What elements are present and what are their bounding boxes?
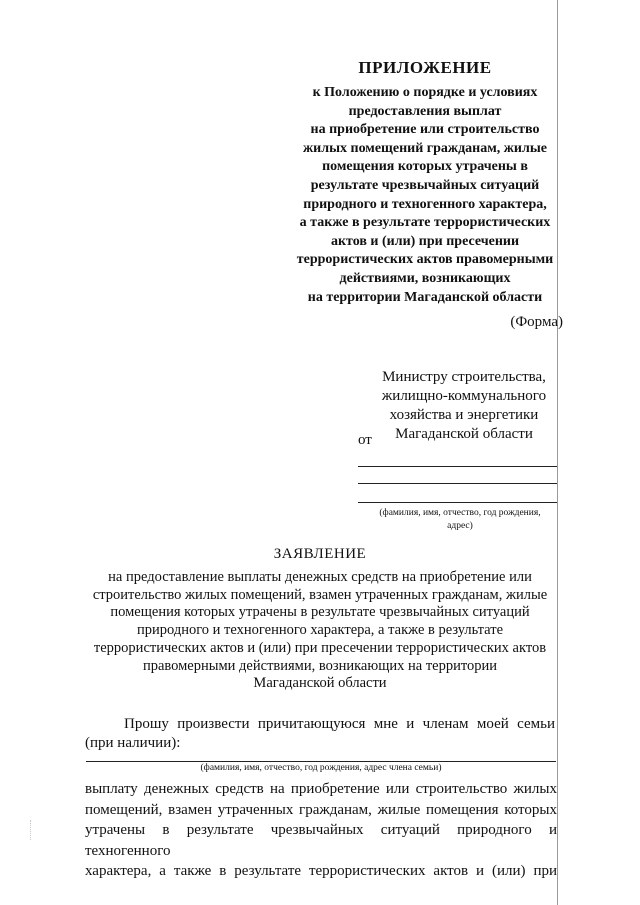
appendix-line: к Положению о порядке и условиях	[312, 85, 538, 100]
sender-fill-line[interactable]	[358, 502, 557, 503]
family-member-fill-line[interactable]	[86, 761, 556, 762]
appendix-line: а также в результате террористических	[299, 215, 551, 231]
form-label: (Форма)	[510, 314, 563, 330]
margin-mark	[30, 820, 32, 840]
statement-line: правомерными действиями, возникающих на территории	[142, 657, 498, 674]
request-paragraph	[85, 715, 555, 753]
payment-paragraph	[85, 779, 557, 882]
payment-line: утрачены в результате чрезвычайных ситуаций природного и техногенного	[85, 822, 557, 859]
appendix-line: действиями, возникающих	[339, 270, 511, 286]
appendix-line: жилых помещений гражданам, жилые	[303, 140, 547, 156]
addressee-line: хозяйства и энергетики	[389, 407, 539, 423]
appendix-line: актов и (или) при пресечении	[330, 233, 520, 249]
statement-title: ЗАЯВЛЕНИЕ	[273, 546, 367, 562]
statement-line: Магаданской области	[253, 675, 387, 692]
appendix-line: предоставления выплат	[348, 103, 502, 119]
family-member-caption: (фамилия, имя, отчество, год рождения, адрес члена семьи)	[200, 763, 442, 773]
appendix-line: помещения которых утрачены в	[322, 159, 528, 175]
request-line: Прошу произвести причитающуюся мне и членам моей семьи	[124, 716, 555, 732]
appendix-line: на приобретение или строительство	[310, 122, 540, 138]
sender-fill-line[interactable]	[358, 483, 557, 484]
sender-caption-line: адрес)	[447, 521, 473, 531]
payment-line: помещений, взамен утраченных гражданам, жилые помещения которых	[85, 801, 557, 818]
appendix-reference	[282, 84, 568, 307]
addressee-line: Министру строительства,	[382, 369, 546, 385]
appendix-line: результате чрезвычайных ситуаций	[310, 177, 540, 193]
statement-line: террористических актов и (или) при пресечении террористических актов	[93, 639, 547, 656]
appendix-title: ПРИЛОЖЕНИЕ	[358, 58, 492, 77]
statement-line: природного и техногенного характера, а также в результате	[136, 622, 504, 639]
sender-caption	[360, 507, 560, 533]
addressee-block	[364, 368, 564, 444]
statement-line: строительство жилых помещений, взамен утраченных гражданам, жилые	[92, 586, 548, 603]
from-label: от	[358, 432, 372, 448]
statement-line: на предоставление выплаты денежных средств на приобретение или	[108, 569, 532, 585]
appendix-line: террористических актов правомерными	[296, 252, 554, 268]
appendix-line: на территории Магаданской области	[307, 289, 543, 305]
statement-line: помещения которых утрачены в результате чрезвычайных ситуаций	[110, 604, 530, 621]
addressee-line: Магаданской области	[395, 426, 533, 442]
appendix-line: природного и техногенного характера,	[303, 196, 547, 212]
request-line: (при наличии):	[85, 735, 181, 751]
statement-subject	[80, 569, 560, 693]
sender-fill-line[interactable]	[358, 466, 557, 467]
sender-caption-line: (фамилия, имя, отчество, год рождения,	[379, 508, 541, 518]
payment-line: характера, а также в результате террористических актов и (или) при	[85, 863, 557, 879]
addressee-line: жилищно-коммунального	[381, 388, 547, 404]
payment-line: выплату денежных средств на приобретение или строительство жилых	[85, 781, 557, 797]
